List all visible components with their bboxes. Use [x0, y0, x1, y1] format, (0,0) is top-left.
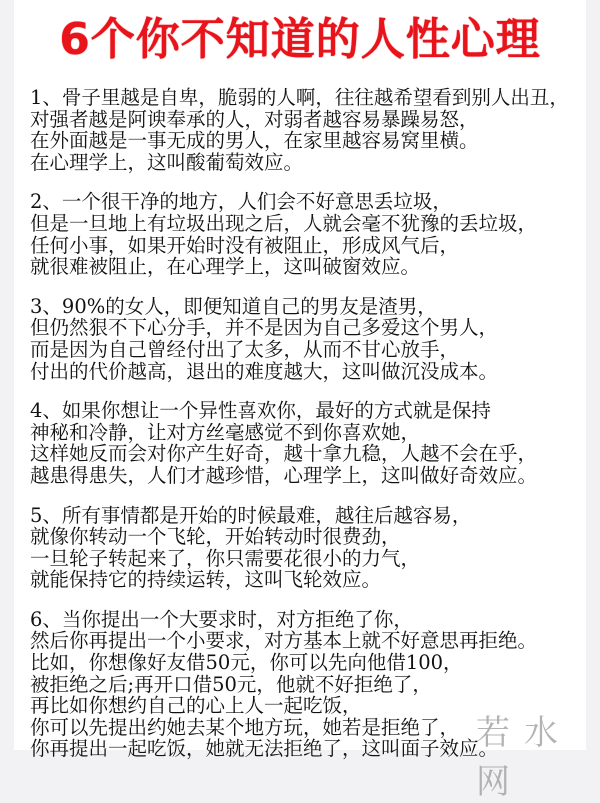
text-line: 任何小事，如果开始时没有被阻止，形成风气后，: [30, 233, 460, 257]
text-line: 5、所有事情都是开始的时候最难，越往后越容易，: [30, 503, 472, 527]
text-line: 越患得患失，人们才越珍惜，心理学上，这叫做好奇效应。: [30, 463, 538, 487]
paragraph-5: [30, 505, 590, 591]
text-line: 对强者越是阿谀奉承的人，对弱者越容易暴躁易怒，: [30, 107, 479, 131]
paragraph-3: [30, 296, 590, 382]
text-line: 再比如你想约自己的心上人一起吃饭，: [30, 694, 362, 718]
paragraph-1: [30, 87, 590, 173]
text-line: 一旦轮子转起来了，你只需要花很小的力气，: [30, 546, 421, 570]
text-line: 6、当你提出一个大要求时，对方拒绝了你，: [30, 607, 413, 631]
paragraph-4: [30, 400, 590, 486]
paragraph-2: [30, 191, 590, 277]
text-line: 在心理学上，这叫酸葡萄效应。: [30, 150, 304, 174]
text-line: 你可以先提出约她去某个地方玩，她若是拒绝了，: [30, 715, 460, 739]
text-line: 这样她反而会对你产生好奇，越十拿九稳，人越不会在乎，: [30, 442, 538, 466]
text-line: 然后你再提出一个小要求，对方基本上就不好意思再拒绝。: [30, 629, 538, 653]
text-line: 但是一旦地上有垃圾出现之后，人就会毫不犹豫的丢垃圾，: [30, 211, 538, 235]
text-line: 神秘和冷静，让对方丝毫感觉不到你喜欢她，: [30, 420, 421, 444]
page-title: 6个你不知道的人性心理: [59, 14, 541, 65]
text-line: 3、90%的女人，即便知道自己的男友是渣男，: [30, 294, 437, 318]
text-line: 就很难被阻止，在心理学上，这叫破窗效应。: [30, 255, 421, 279]
text-line: 但仍然狠不下心分手，并不是因为自己多爱这个男人，: [30, 316, 499, 340]
text-line: 在外面越是一事无成的男人，在家里越容易窝里横。: [30, 129, 479, 153]
text-line: 付出的代价越高，退出的难度越大，这叫做沉没成本。: [30, 359, 499, 383]
text-line: 比如，你想像好友借50元，你可以先向他借100，: [30, 651, 463, 675]
text-line: 被拒绝之后;再开口借50元，他就不好拒绝了，: [30, 672, 432, 696]
text-line: 就像你转动一个飞轮，开始转动时很费劲，: [30, 525, 401, 549]
text-line: 1、骨子里越是自卑，脆弱的人啊，往往越希望看到别人出丑，: [30, 86, 569, 109]
text-line: 2、一个很干净的地方，人们会不好意思丢垃圾，: [30, 190, 452, 214]
watermark: 若水网: [476, 713, 572, 802]
text-line: 你再提出一起吃饭，她就无法拒绝了，这叫面子效应。: [30, 737, 499, 761]
text-line: 4、如果你想让一个异性喜欢你，最好的方式就是保持: [30, 399, 491, 423]
text-line: 而是因为自己曾经付出了太多，从而不甘心放手，: [30, 337, 460, 361]
article-body: [30, 87, 590, 778]
text-line: 就能保持它的持续运转，这叫飞轮效应。: [30, 568, 382, 592]
